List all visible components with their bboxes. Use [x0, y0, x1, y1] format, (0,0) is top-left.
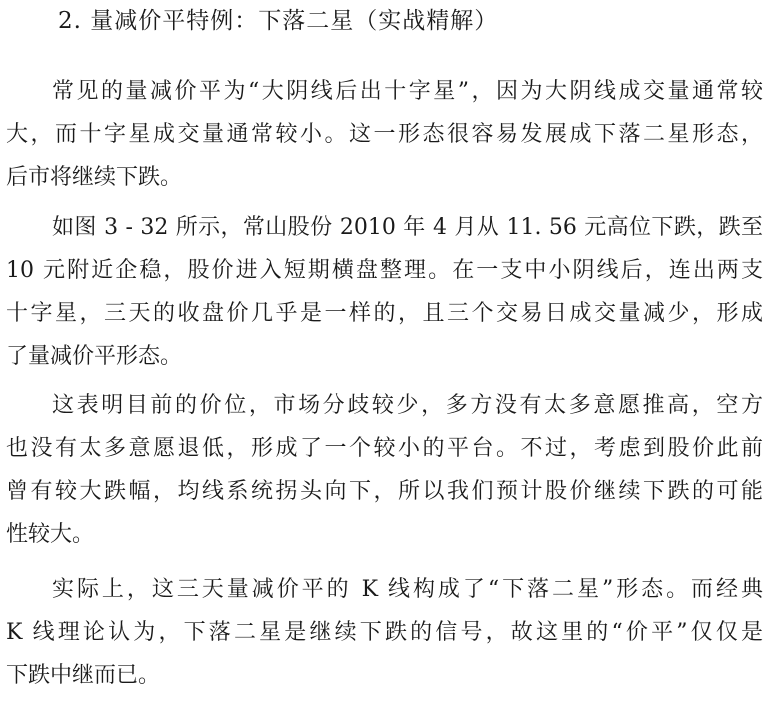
paragraph-line: 也没有太多意愿退低，形成了一个较小的平台。不过，考虑到股价此前 — [6, 436, 763, 461]
paragraph-line: K 线理论认为，下落二星是继续下跌的信号，故这里的“价平”仅仅是 — [6, 620, 763, 645]
paragraph-line: 如图 3 - 32 所示，常山股份 2010 年 4 月从 11. 56 元高位下跌，跌至 — [52, 215, 763, 240]
paragraph-line: 常见的量减价平为“大阴线后出十字星”，因为大阴线成交量通常较 — [52, 79, 763, 104]
paragraph-line: 下跌中继而已。 — [6, 663, 161, 688]
paragraph-line: 十字星，三天的收盘价几乎是一样的，且三个交易日成交量减少，形成 — [6, 301, 763, 326]
paragraph-line: 了量减价平形态。 — [6, 344, 183, 369]
section-heading: 2. 量减价平特例：下落二星（实战精解） — [58, 8, 499, 34]
paragraph-3 — [0, 384, 768, 556]
paragraph-line: 后市将继续下跌。 — [6, 165, 183, 190]
paragraph-line: 10 元附近企稳，股价进入短期横盘整理。在一支中小阴线后，连出两支 — [6, 258, 763, 283]
paragraph-1 — [0, 70, 768, 199]
paragraph-line: 这表明目前的价位，市场分歧较少，多方没有太多意愿推高，空方 — [52, 393, 763, 418]
paragraph-line: 大，而十字星成交量通常较小。这一形态很容易发展成下落二星形态， — [6, 122, 763, 147]
paragraph-4 — [0, 568, 768, 697]
paragraph-line: 曾有较大跌幅，均线系统拐头向下，所以我们预计股价继续下跌的可能 — [6, 479, 763, 504]
paragraph-line: 性较大。 — [6, 522, 95, 547]
paragraph-2 — [0, 206, 768, 378]
paragraph-line: 实际上，这三天量减价平的 K 线构成了“下落二星”形态。而经典 — [52, 577, 763, 602]
